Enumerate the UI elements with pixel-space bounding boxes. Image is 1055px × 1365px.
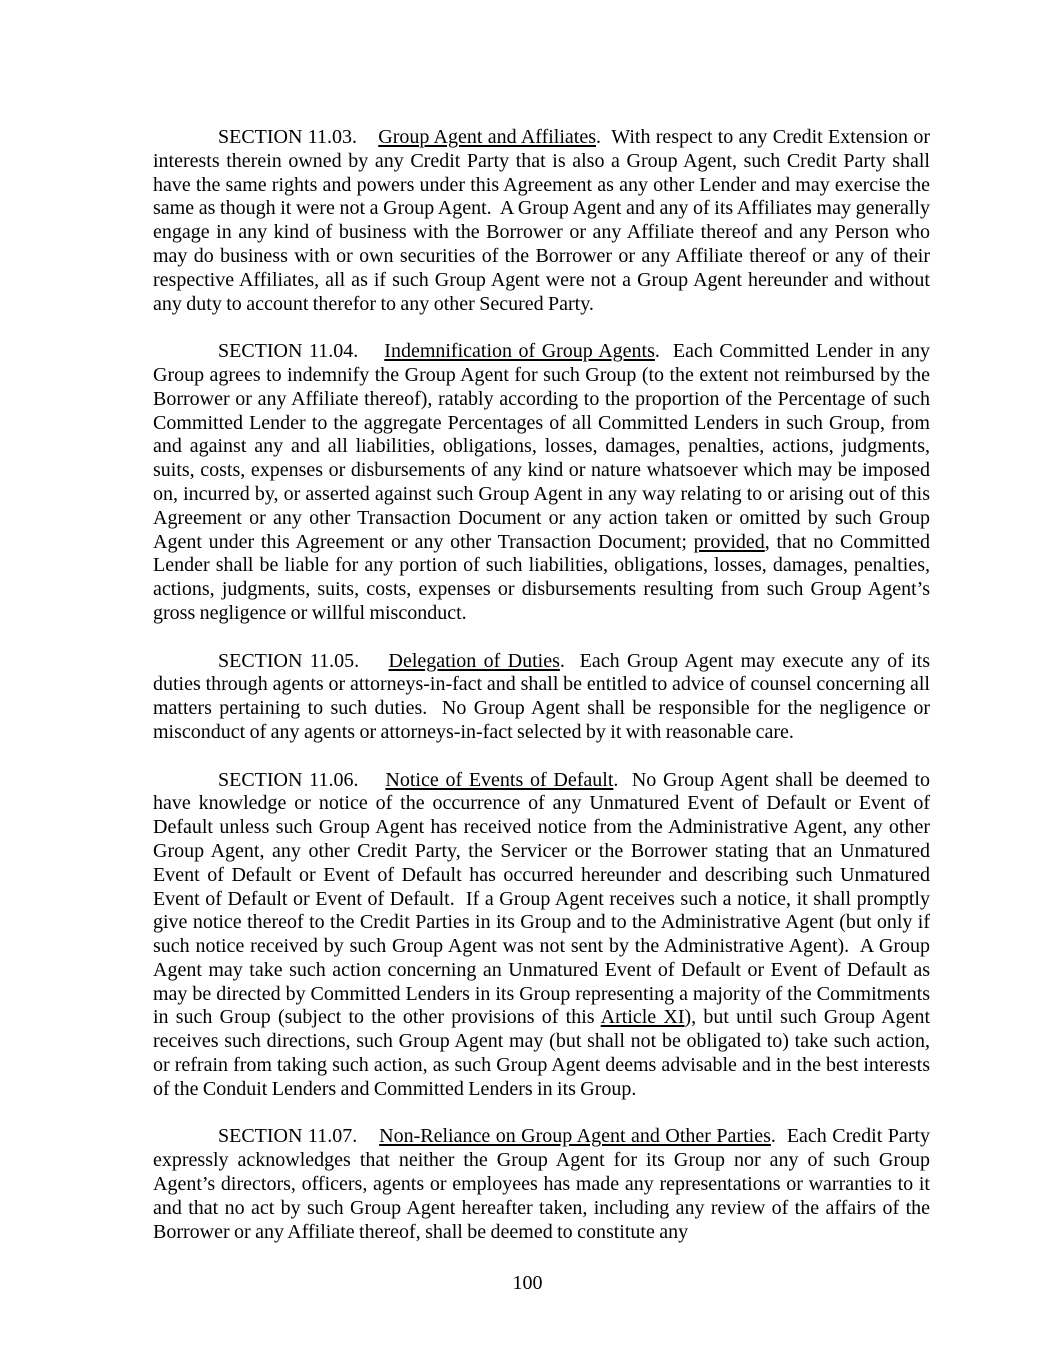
text-run: , that no Committed Lender shall be liable for any portion of such liabilities, obligations, losses, damages, penalties, actions, judgments, suits, costs, expenses or disbursements resulting from such Group Agent’s gross negligence or willful misconduct. — [153, 530, 930, 624]
text-run: . Each Group Agent may execute any of its duties through agents or attorneys-in-fact and shall be entitled to advice of counsel concerning all matters pertaining to such duties. No Group Agent shall be responsible for the negligence or misconduct of any agents or attorneys-in-fact selected by it with reasonable care. — [153, 649, 930, 743]
text-run: SECTION 11.04. — [218, 340, 385, 363]
underlined-text: provided — [693, 530, 765, 553]
document-body — [153, 126, 930, 1244]
text-run: . Each Credit Party expressly acknowledges that neither the Group Agent for its Group nor any of such Group Agent’s directors, officers, agents or employees has made any representations or warranties to it and that no act by such Group Agent hereafter taken, including any review of the affairs of the Borrower or any Affiliate thereof, shall be deemed to constitute any — [153, 1125, 930, 1243]
text-run: . Each Committed Lender in any Group agrees to indemnify the Group Agent for such Group (to the extent not reimbursed by the Borrower or any Affiliate thereof), ratably according to the proportion of the Percentage of such Committed Lender to the aggregate Percentages of all Committed Lenders in such Group, from and against any and all liabilities, obligations, losses, damages, penalties, actions, judgments, suits, costs, expenses or disbursements of any kind or nature whatsoever which may be imposed on, incurred by, or asserted against such Group Agent in any way relating to or arising out of this Agreement or any other Transaction Document or any action taken or omitted by such Group Agent under this Agreement or any other Transaction Document; — [153, 340, 931, 553]
underlined-text: Article XI — [600, 1006, 685, 1029]
text-run: SECTION 11.05. — [218, 649, 389, 672]
text-run: SECTION 11.03. — [218, 126, 379, 148]
text-run: SECTION 11.07. — [218, 1125, 380, 1148]
section-11-04-paragraph — [153, 340, 930, 626]
section-11-05-paragraph — [153, 650, 930, 745]
underlined-text: Indemnification of Group Agents — [384, 340, 655, 363]
text-run: . With respect to any Credit Extension or interests therein owned by any Credit Party that is also a Group Agent, such Credit Party shall have the same rights and powers under this Agreement as any other Lender and may exercise the same as though it were not a Group Agent. A Group Agent and any of its Affiliates may generally engage in any kind of business with the Borrower or any Affiliate thereof and any Person who may do business with or own securities of the Borrower or any Affiliate thereof or any of their respective Affiliates, all as if such Group Agent were not a Group Agent hereunder and without any duty to account therefor to any other Secured Party. — [153, 126, 930, 315]
underlined-text: Notice of Events of Default — [385, 768, 614, 791]
text-run: ), but until such Group Agent receives such directions, such Group Agent may (but shall not be obligated to) take such action, or refrain from taking such action, as such Group Agent deems advisable and in the best interests of the Conduit Lenders and Committed Lenders in its Group. — [153, 1006, 931, 1100]
underlined-text: Non-Reliance on Group Agent and Other Parties — [379, 1125, 771, 1148]
text-run: SECTION 11.06. — [218, 768, 386, 791]
text-run: . No Group Agent shall be deemed to have knowledge or notice of the occurrence of any Unmatured Event of Default or Event of Default unless such Group Agent has received notice from the Administrative Agent, any other Group Agent, any other Credit Party, the Servicer or the Borrower stating that an Unmatured Event of Default or Event of Default has occurred hereunder and describing such Unmatured Event of Default or Event of Default. If a Group Agent receives such a notice, it shall promptly give notice thereof to the Credit Parties in its Group and to the Administrative Agent (but only if such notice received by such Group Agent was not sent by the Administrative Agent). A Group Agent may take such action concerning an Unmatured Event of Default or Event of Default as may be directed by Committed Lenders in its Group representing a majority of the Commitments in such Group (subject to the other provisions of this — [153, 768, 931, 1029]
section-11-07-paragraph — [153, 1125, 930, 1244]
page-number: 100 — [512, 1272, 543, 1294]
section-11-06-paragraph — [153, 769, 930, 1102]
underlined-text: Group Agent and Affiliates — [378, 126, 596, 148]
section-11-03-paragraph — [153, 126, 930, 316]
underlined-text: Delegation of Duties — [388, 649, 560, 672]
